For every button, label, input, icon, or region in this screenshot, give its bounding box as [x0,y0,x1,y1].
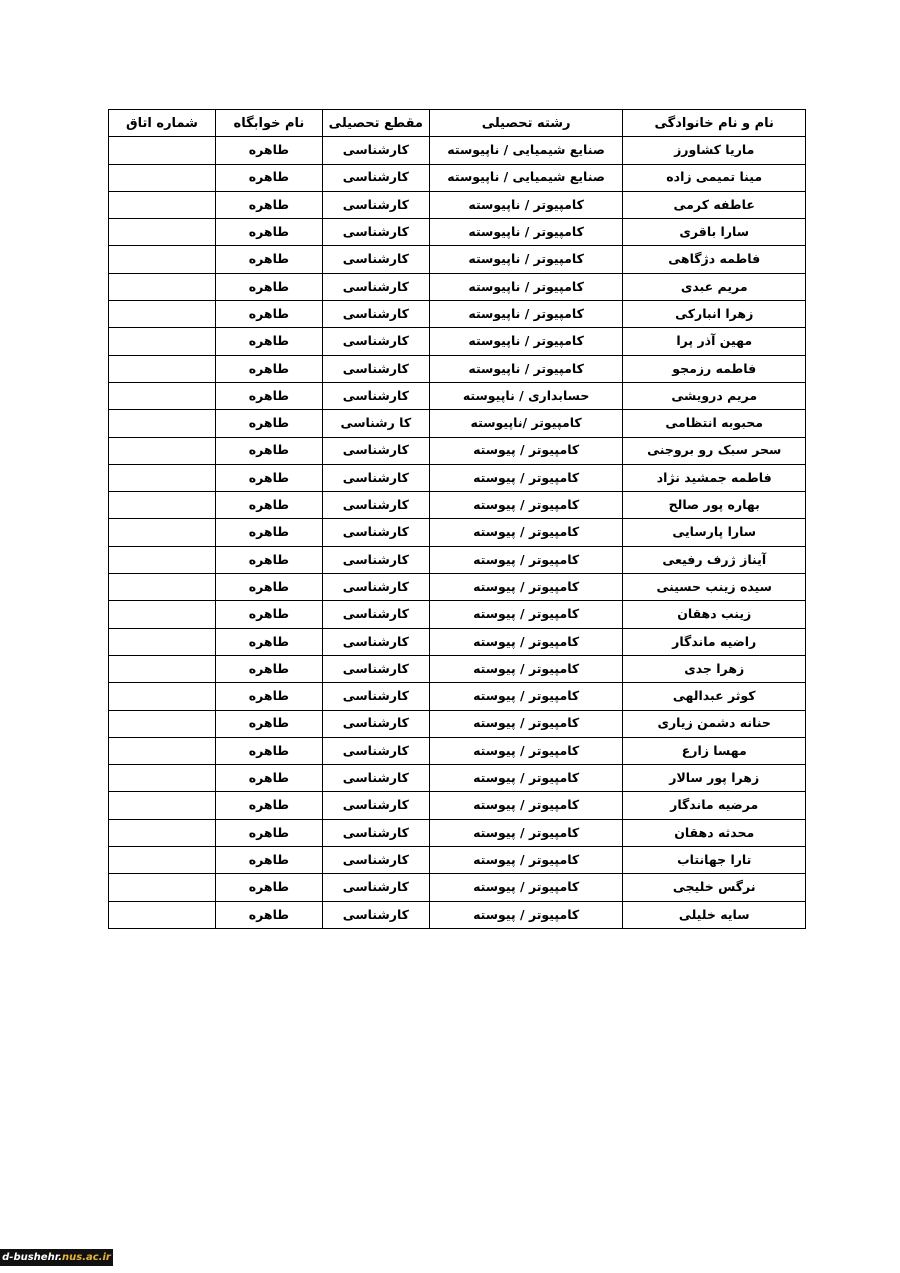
cell-major: کامپیوتر / ناپیوسته [429,191,623,218]
table-row [109,601,806,628]
table-row [109,847,806,874]
table-row [109,164,806,191]
cell-dorm: طاهره [215,792,322,819]
cell-room [109,382,216,409]
table-header [109,110,806,137]
cell-degree: کارشناسی [322,437,429,464]
table-row [109,765,806,792]
cell-dorm: طاهره [215,382,322,409]
cell-name: حنانه دشمن زیاری [623,710,806,737]
cell-room [109,137,216,164]
cell-name: فاطمه رزمجو [623,355,806,382]
cell-room [109,219,216,246]
cell-major: حسابداری / ناپیوسته [429,382,623,409]
table-row [109,819,806,846]
cell-dorm: طاهره [215,410,322,437]
cell-dorm: طاهره [215,301,322,328]
cell-major: کامپیوتر / پیوسته [429,792,623,819]
cell-name: محدثه دهقان [623,819,806,846]
header-major: رشته تحصیلی [429,110,623,137]
table-row [109,492,806,519]
cell-degree: کارشناسی [322,874,429,901]
cell-major: کامپیوتر / پیوسته [429,601,623,628]
cell-room [109,655,216,682]
cell-room [109,437,216,464]
cell-degree: کارشناسی [322,655,429,682]
table-row [109,410,806,437]
cell-name: سارا باقری [623,219,806,246]
cell-name: فاطمه دژگاهی [623,246,806,273]
cell-room [109,546,216,573]
cell-dorm: طاهره [215,164,322,191]
cell-degree: کارشناسی [322,137,429,164]
cell-name: مینا تمیمی زاده [623,164,806,191]
cell-degree: کارشناسی [322,328,429,355]
cell-major: کامپیوتر / پیوسته [429,765,623,792]
cell-major: کامپیوتر / پیوسته [429,437,623,464]
cell-room [109,246,216,273]
cell-name: کوثر عبدالهی [623,683,806,710]
header-row [109,110,806,137]
cell-major: کامپیوتر / پیوسته [429,819,623,846]
cell-dorm: طاهره [215,765,322,792]
cell-degree: کارشناسی [322,737,429,764]
cell-degree: کارشناسی [322,601,429,628]
table-row [109,737,806,764]
cell-dorm: طاهره [215,519,322,546]
cell-degree: کارشناسی [322,847,429,874]
cell-dorm: طاهره [215,437,322,464]
cell-name: عاطفه کرمی [623,191,806,218]
table-row [109,273,806,300]
cell-major: کامپیوتر / پیوسته [429,901,623,928]
cell-degree: کارشناسی [322,683,429,710]
table-row [109,464,806,491]
header-degree: مقطع تحصیلی [322,110,429,137]
cell-major: کامپیوتر / ناپیوسته [429,246,623,273]
site-watermark-prefix: d-bushehr. [2,1252,63,1263]
table-row [109,874,806,901]
cell-major: کامپیوتر / پیوسته [429,574,623,601]
table-row [109,574,806,601]
table-row [109,328,806,355]
table-body [109,137,806,929]
cell-name: سایه خلیلی [623,901,806,928]
table-row [109,710,806,737]
cell-dorm: طاهره [215,710,322,737]
cell-room [109,874,216,901]
cell-degree: کارشناسی [322,519,429,546]
cell-degree: کارشناسی [322,191,429,218]
cell-degree: کارشناسی [322,219,429,246]
table-row [109,437,806,464]
cell-degree: کارشناسی [322,355,429,382]
cell-dorm: طاهره [215,328,322,355]
cell-degree: کارشناسی [322,819,429,846]
cell-name: مهین آذر پرا [623,328,806,355]
cell-degree: کارشناسی [322,901,429,928]
cell-major: کامپیوتر / پیوسته [429,710,623,737]
cell-room [109,355,216,382]
cell-dorm: طاهره [215,819,322,846]
table-row [109,519,806,546]
cell-dorm: طاهره [215,219,322,246]
cell-major: کامپیوتر / پیوسته [429,628,623,655]
cell-degree: کارشناسی [322,246,429,273]
table-row [109,219,806,246]
cell-room [109,328,216,355]
cell-name: زهرا انبارکی [623,301,806,328]
cell-room [109,628,216,655]
cell-name: آیناز ژرف رفیعی [623,546,806,573]
table-row [109,382,806,409]
cell-degree: کارشناسی [322,710,429,737]
cell-room [109,574,216,601]
table-row [109,137,806,164]
table-row [109,355,806,382]
cell-room [109,464,216,491]
cell-name: زهرا پور سالار [623,765,806,792]
cell-degree: کارشناسی [322,765,429,792]
cell-dorm: طاهره [215,574,322,601]
cell-room [109,819,216,846]
cell-room [109,273,216,300]
cell-name: سیده زینب حسینی [623,574,806,601]
cell-name: فاطمه جمشید نژاد [623,464,806,491]
cell-room [109,519,216,546]
cell-major: کامپیوتر / پیوسته [429,546,623,573]
table-row [109,546,806,573]
cell-name: مرضیه ماندگار [623,792,806,819]
cell-degree: کارشناسی [322,301,429,328]
table-row [109,246,806,273]
cell-major: کامپیوتر / پیوسته [429,847,623,874]
cell-name: زینب دهقان [623,601,806,628]
cell-major: کامپیوتر / ناپیوسته [429,301,623,328]
table-row [109,901,806,928]
cell-room [109,737,216,764]
cell-room [109,410,216,437]
table-row [109,655,806,682]
cell-major: صنایع شیمیایی / ناپیوسته [429,137,623,164]
cell-degree: کارشناسی [322,382,429,409]
cell-major: کامپیوتر / پیوسته [429,737,623,764]
site-watermark [0,1249,113,1266]
cell-major: کامپیوتر / ناپیوسته [429,328,623,355]
cell-major: کامپیوتر / پیوسته [429,655,623,682]
site-watermark-suffix: nus.ac.ir [62,1252,111,1263]
table-row [109,792,806,819]
cell-degree: کارشناسی [322,574,429,601]
cell-degree: کارشناسی [322,628,429,655]
cell-name: زهرا جدی [623,655,806,682]
cell-name: بهاره پور صالح [623,492,806,519]
cell-dorm: طاهره [215,737,322,764]
cell-room [109,492,216,519]
cell-dorm: طاهره [215,628,322,655]
cell-name: ماریا کشاورز [623,137,806,164]
cell-room [109,164,216,191]
cell-dorm: طاهره [215,492,322,519]
cell-dorm: طاهره [215,137,322,164]
cell-major: کامپیوتر / پیوسته [429,492,623,519]
cell-degree: کارشناسی [322,464,429,491]
cell-dorm: طاهره [215,464,322,491]
cell-dorm: طاهره [215,273,322,300]
cell-degree: کارشناسی [322,273,429,300]
cell-name: مهسا زارع [623,737,806,764]
cell-degree: کارشناسی [322,164,429,191]
header-room: شماره اتاق [109,110,216,137]
cell-dorm: طاهره [215,191,322,218]
cell-dorm: طاهره [215,246,322,273]
cell-degree: کارشناسی [322,492,429,519]
cell-major: صنایع شیمیایی / ناپیوسته [429,164,623,191]
cell-room [109,792,216,819]
table-row [109,191,806,218]
cell-degree: کا رشناسی [322,410,429,437]
cell-dorm: طاهره [215,683,322,710]
header-dorm: نام خوابگاه [215,110,322,137]
cell-name: نرگس خلیجی [623,874,806,901]
cell-name: محبوبه انتظامی [623,410,806,437]
table-row [109,301,806,328]
cell-dorm: طاهره [215,601,322,628]
cell-name: مریم درویشی [623,382,806,409]
cell-dorm: طاهره [215,655,322,682]
cell-major: کامپیوتر / ناپیوسته [429,219,623,246]
header-name: نام و نام خانوادگی [623,110,806,137]
cell-degree: کارشناسی [322,546,429,573]
cell-room [109,765,216,792]
cell-name: مریم عبدی [623,273,806,300]
cell-degree: کارشناسی [322,792,429,819]
cell-dorm: طاهره [215,901,322,928]
cell-room [109,710,216,737]
cell-dorm: طاهره [215,546,322,573]
cell-dorm: طاهره [215,355,322,382]
cell-name: سحر سبک رو بروجنی [623,437,806,464]
table-row [109,628,806,655]
table-row [109,683,806,710]
cell-name: سارا پارسایی [623,519,806,546]
cell-major: کامپیوتر / پیوسته [429,464,623,491]
dormitory-assignment-table [108,109,806,929]
cell-major: کامپیوتر / پیوسته [429,519,623,546]
cell-room [109,683,216,710]
cell-dorm: طاهره [215,847,322,874]
cell-major: کامپیوتر / پیوسته [429,683,623,710]
cell-major: کامپیوتر /ناپیوسته [429,410,623,437]
cell-major: کامپیوتر / ناپیوسته [429,355,623,382]
cell-room [109,847,216,874]
cell-room [109,601,216,628]
cell-room [109,191,216,218]
cell-room [109,901,216,928]
cell-major: کامپیوتر / پیوسته [429,874,623,901]
cell-room [109,301,216,328]
cell-dorm: طاهره [215,874,322,901]
cell-name: تارا جهانتاب [623,847,806,874]
cell-major: کامپیوتر / ناپیوسته [429,273,623,300]
cell-name: راضیه ماندگار [623,628,806,655]
